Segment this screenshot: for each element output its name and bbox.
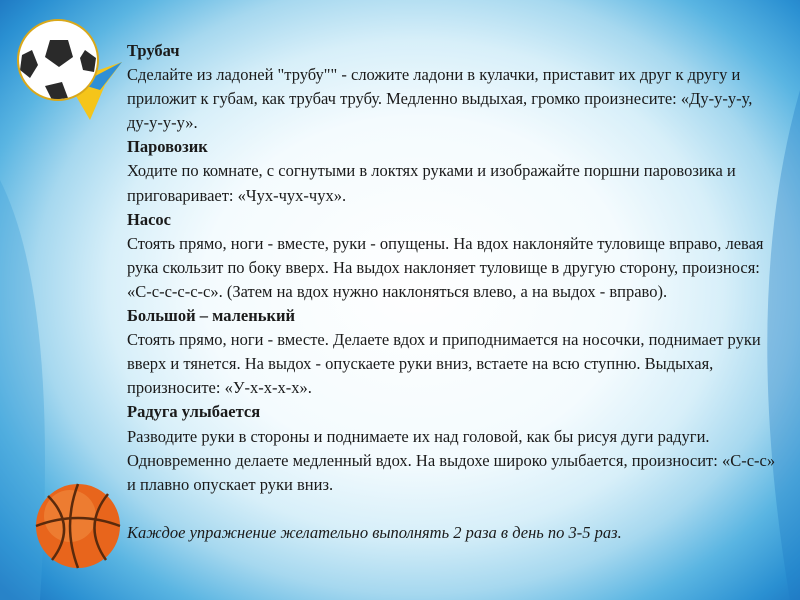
exercise-pump: [127, 208, 777, 304]
exercise-big-small: [127, 304, 777, 400]
exercise-trumpeter: [127, 39, 777, 135]
basketball-icon: [32, 480, 124, 572]
exercise-description: Стоять прямо, ноги - вместе, руки - опущены. На вдох наклоняйте туловище вправо, левая рука скользит по боку вверх. На выдох наклоняет туловище в другую сторону, произнося: «С-с-с-с-с-с». (Затем на вдох нужно наклоняться влево, а на выдох - вправо).: [127, 233, 764, 301]
exercise-description: Стоять прямо, ноги - вместе. Делаете вдох и приподнимается на носочки, поднимает руки вверх и тянется. На выдох - опускаете руки вниз, встаете на всю ступню. Выдыхая, произносите: «У-х-х-х-х».: [127, 330, 761, 398]
soccer-ball-icon: [10, 10, 125, 120]
exercise-description: Разводите руки в стороны и поднимаете их над головой, как бы рисуя дуги радуги. Одновременно делаете медленный вдох. На выдохе широко улыбается, произносит: «С-с-с» и плавно опускает руки вниз.: [127, 426, 776, 494]
spacer: [127, 497, 777, 521]
exercise-text-block: [127, 39, 777, 545]
exercise-locomotive: [127, 135, 777, 207]
closing-note: Каждое упражнение желательно выполнять 2 раза в день по 3-5 раз.: [127, 522, 622, 542]
exercise-title: Большой – маленький: [127, 306, 295, 326]
exercise-title: Радуга улыбается: [127, 402, 261, 422]
exercise-title: Паровозик: [127, 137, 208, 157]
exercise-title: Насос: [127, 209, 171, 229]
exercise-description: Сделайте из ладоней "трубу"" - сложите ладони в кулачки, приставит их друг к другу и приложит к губам, как трубач трубу. Медленно выдыхая, громко произнесите: «Ду-у-у-у, ду-у-у-у».: [127, 65, 753, 133]
exercise-title: Трубач: [127, 41, 180, 60]
exercise-description: Ходите по комнате, с согнутыми в локтях руками и изображайте поршни паровозика и приговаривает: «Чух-чух-чух».: [127, 161, 736, 205]
exercise-rainbow: [127, 400, 777, 496]
